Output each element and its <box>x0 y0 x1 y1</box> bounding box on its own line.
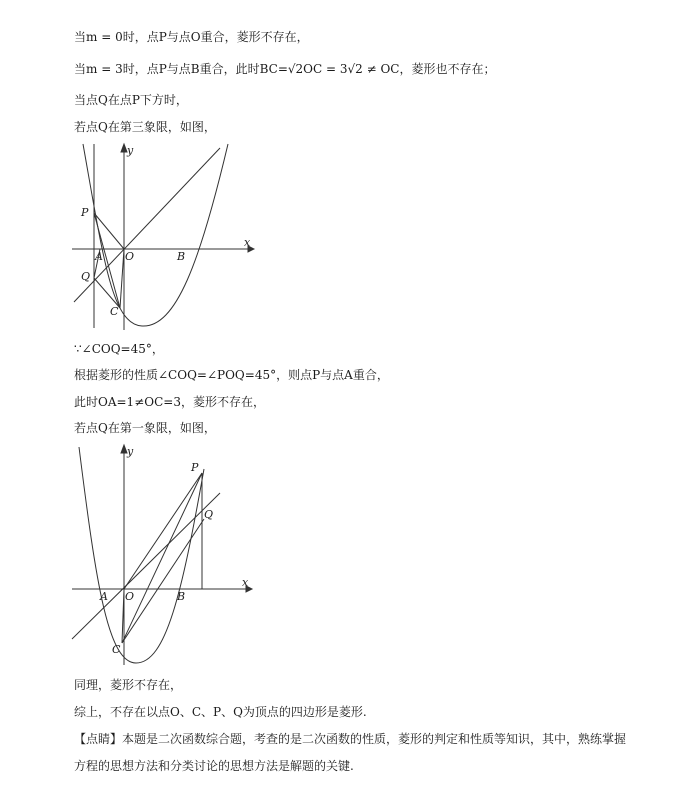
text-line-8: 若点Q在第一象限，如图， <box>74 421 216 435</box>
figure-first-quadrant <box>70 443 260 671</box>
text-line-9: 同理，菱形不存在， <box>74 678 183 692</box>
segment-qc <box>122 519 204 643</box>
label-b: B <box>177 590 186 603</box>
label-x: x <box>244 236 251 249</box>
label-o: O <box>125 250 135 263</box>
text-line-2: 当m = 3时，点P与点B重合，此时BC=√2OC = 3√2 ≠ OC，菱形也不存在； <box>74 62 496 76</box>
parabola <box>79 447 204 663</box>
text-line-7: 此时OA=1≠OC=3，菱形不存在， <box>74 395 265 409</box>
text-line-12: 方程的思想方法和分类讨论的思想方法是解题的关键. <box>74 759 354 773</box>
label-p: P <box>191 461 199 474</box>
label-y: y <box>127 445 134 458</box>
label-q: Q <box>204 508 214 521</box>
figure-third-quadrant <box>70 142 260 338</box>
label-o: O <box>125 590 135 603</box>
parabola <box>83 144 228 326</box>
segment-oc <box>120 249 124 308</box>
text-line-5: ∵∠COQ=45°， <box>74 342 164 356</box>
label-x: x <box>242 576 249 589</box>
line-y-eq-x <box>72 493 220 639</box>
label-q: Q <box>81 270 91 283</box>
label-b: B <box>177 250 186 263</box>
text-line-3: 当点Q在点P下方时， <box>74 93 188 107</box>
line-y-eq-x <box>74 148 220 302</box>
label-c: C <box>112 643 121 656</box>
label-y: y <box>127 144 134 157</box>
segment-po <box>124 473 202 589</box>
text-line-11: 【点睛】本题是二次函数综合题，考查的是二次函数的性质，菱形的判定和性质等知识，其中，熟练掌握 <box>74 732 627 746</box>
label-c: C <box>110 305 119 318</box>
label-a: A <box>95 250 103 263</box>
text-line-4: 若点Q在第三象限，如图， <box>74 120 216 134</box>
label-a: A <box>100 590 108 603</box>
segment-pc <box>122 473 202 643</box>
label-p: P <box>81 206 89 219</box>
text-line-10: 综上，不存在以点O、C、P、Q为顶点的四边形是菱形. <box>74 705 367 719</box>
text-line-6: 根据菱形的性质∠COQ=∠POQ=45°，则点P与点A重合， <box>74 368 389 382</box>
text-line-1: 当m = 0时，点P与点O重合，菱形不存在， <box>74 30 309 44</box>
